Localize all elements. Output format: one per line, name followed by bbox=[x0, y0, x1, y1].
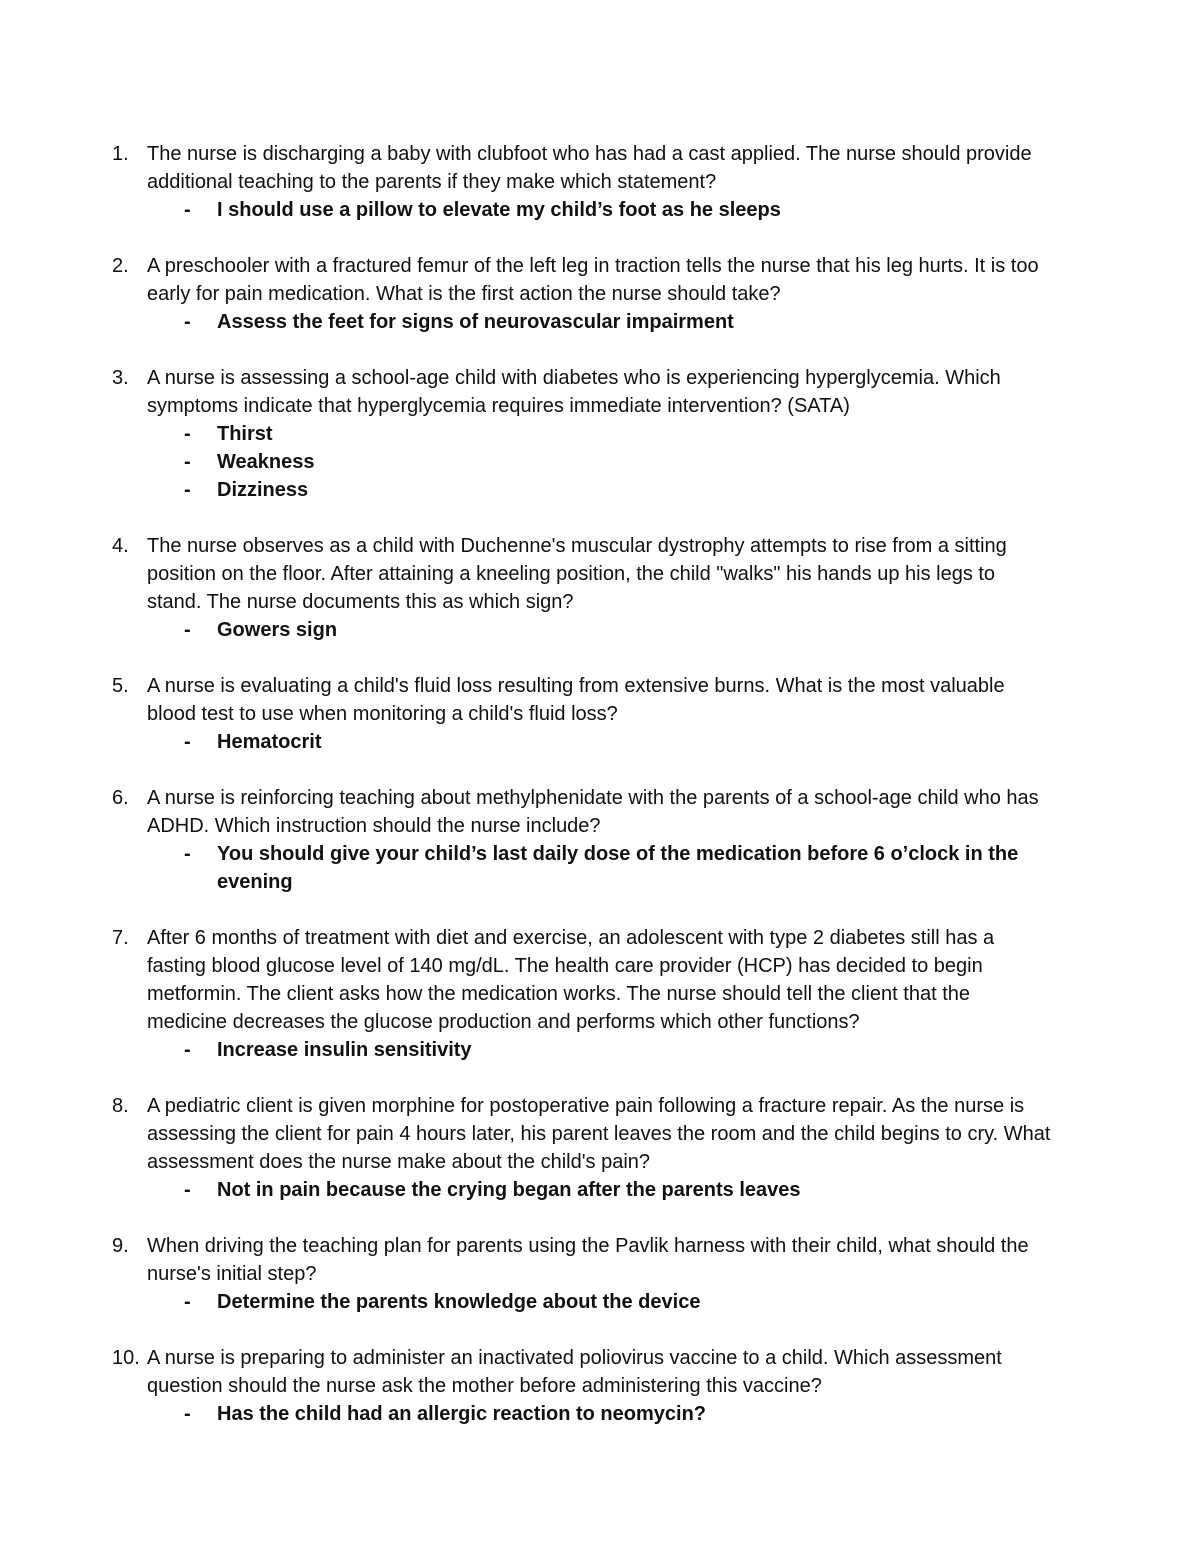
answer-text: Not in pain because the crying began after the parents leaves bbox=[217, 1179, 801, 1201]
question-item bbox=[0, 1232, 1200, 1316]
answer-list bbox=[0, 840, 1200, 896]
question-text: A nurse is evaluating a child's fluid loss resulting from extensive burns. What is the most valuable blood test to use when monitoring a child's fluid loss? bbox=[147, 675, 1005, 725]
answer-item bbox=[184, 840, 1037, 896]
bullet-dash: - bbox=[184, 619, 191, 641]
question-number: 4. bbox=[112, 535, 129, 557]
question-number: 5. bbox=[112, 675, 129, 697]
answer-list bbox=[0, 1288, 1200, 1316]
question-text: When driving the teaching plan for parents using the Pavlik harness with their child, what should the nurse's initial step? bbox=[147, 1235, 1029, 1285]
answer-text: I should use a pillow to elevate my child’s foot as he sleeps bbox=[217, 199, 781, 221]
question-number: 9. bbox=[112, 1235, 129, 1257]
question-number: 1. bbox=[112, 143, 129, 165]
question-item bbox=[0, 364, 1200, 504]
question-item bbox=[0, 1092, 1200, 1204]
answer-item bbox=[184, 1176, 1037, 1204]
answer-list bbox=[0, 616, 1200, 644]
question-item bbox=[0, 140, 1200, 224]
answer-item bbox=[184, 1288, 1037, 1316]
answer-item bbox=[184, 616, 1037, 644]
answer-text: Thirst bbox=[217, 423, 273, 445]
answer-item bbox=[184, 476, 1037, 504]
question-item bbox=[0, 672, 1200, 756]
question-text: A nurse is preparing to administer an inactivated poliovirus vaccine to a child. Which assessment question should the nurse ask the mother before administering this vaccine? bbox=[147, 1347, 1002, 1397]
bullet-dash: - bbox=[184, 1179, 191, 1201]
answer-list bbox=[0, 1036, 1200, 1064]
question-text: After 6 months of treatment with diet and exercise, an adolescent with type 2 diabetes still has a fasting blood glucose level of 140 mg/dL. The health care provider (HCP) has decided to begin metformin. The client asks how the medication works. The nurse should tell the client that the medicine decreases the glucose production and performs which other functions? bbox=[147, 927, 995, 1033]
question-list bbox=[0, 140, 1200, 1456]
answer-text: Has the child had an allergic reaction to neomycin? bbox=[217, 1403, 707, 1425]
answer-list bbox=[0, 196, 1200, 224]
answer-text: Dizziness bbox=[217, 479, 309, 501]
answer-item bbox=[184, 1036, 1037, 1064]
answer-text: Weakness bbox=[217, 451, 315, 473]
answer-item bbox=[184, 1400, 1037, 1428]
answer-item bbox=[184, 728, 1037, 756]
answer-list bbox=[0, 728, 1200, 756]
question-item bbox=[0, 924, 1200, 1064]
answer-item bbox=[184, 196, 1037, 224]
bullet-dash: - bbox=[184, 311, 191, 333]
answer-text: Determine the parents knowledge about the device bbox=[217, 1291, 701, 1313]
answer-text: Gowers sign bbox=[217, 619, 338, 641]
question-number: 10. bbox=[112, 1347, 140, 1369]
question-text: A pediatric client is given morphine for postoperative pain following a fracture repair. As the nurse is assessing the client for pain 4 hours later, his parent leaves the room and the child begins to cry. What assessment does the nurse make about the child's pain? bbox=[147, 1095, 1051, 1173]
bullet-dash: - bbox=[184, 731, 191, 753]
bullet-dash: - bbox=[184, 1039, 191, 1061]
question-number: 6. bbox=[112, 787, 129, 809]
answer-text: Hematocrit bbox=[217, 731, 322, 753]
question-text: The nurse observes as a child with Duchenne's muscular dystrophy attempts to rise from a sitting position on the floor. After attaining a kneeling position, the child "walks" his hands up his legs to stand. The nurse documents this as which sign? bbox=[147, 535, 1007, 613]
answer-list bbox=[0, 420, 1200, 504]
question-text: The nurse is discharging a baby with clubfoot who has had a cast applied. The nurse should provide additional teaching to the parents if they make which statement? bbox=[147, 143, 1032, 193]
answer-list bbox=[0, 1176, 1200, 1204]
bullet-dash: - bbox=[184, 1291, 191, 1313]
question-number: 3. bbox=[112, 367, 129, 389]
question-item bbox=[0, 252, 1200, 336]
question-item bbox=[0, 1344, 1200, 1428]
answer-item bbox=[184, 448, 1037, 476]
answer-list bbox=[0, 1400, 1200, 1428]
answer-item bbox=[184, 420, 1037, 448]
answer-text: You should give your child’s last daily dose of the medication before 6 o’clock in the evening bbox=[217, 843, 1019, 893]
question-item bbox=[0, 532, 1200, 644]
answer-text: Increase insulin sensitivity bbox=[217, 1039, 472, 1061]
bullet-dash: - bbox=[184, 1403, 191, 1425]
question-number: 2. bbox=[112, 255, 129, 277]
bullet-dash: - bbox=[184, 479, 191, 501]
bullet-dash: - bbox=[184, 423, 191, 445]
question-text: A nurse is reinforcing teaching about methylphenidate with the parents of a school-age child who has ADHD. Which instruction should the nurse include? bbox=[147, 787, 1039, 837]
answer-list bbox=[0, 308, 1200, 336]
answer-item bbox=[184, 308, 1037, 336]
question-number: 8. bbox=[112, 1095, 129, 1117]
bullet-dash: - bbox=[184, 199, 191, 221]
bullet-dash: - bbox=[184, 451, 191, 473]
answer-text: Assess the feet for signs of neurovascular impairment bbox=[217, 311, 734, 333]
bullet-dash: - bbox=[184, 843, 191, 865]
question-text: A nurse is assessing a school-age child with diabetes who is experiencing hyperglycemia. Which symptoms indicate that hyperglycemia requires immediate intervention? (SATA) bbox=[147, 367, 1001, 417]
question-item bbox=[0, 784, 1200, 896]
question-number: 7. bbox=[112, 927, 129, 949]
question-text: A preschooler with a fractured femur of the left leg in traction tells the nurse that his leg hurts. It is too early for pain medication. What is the first action the nurse should take? bbox=[147, 255, 1039, 305]
